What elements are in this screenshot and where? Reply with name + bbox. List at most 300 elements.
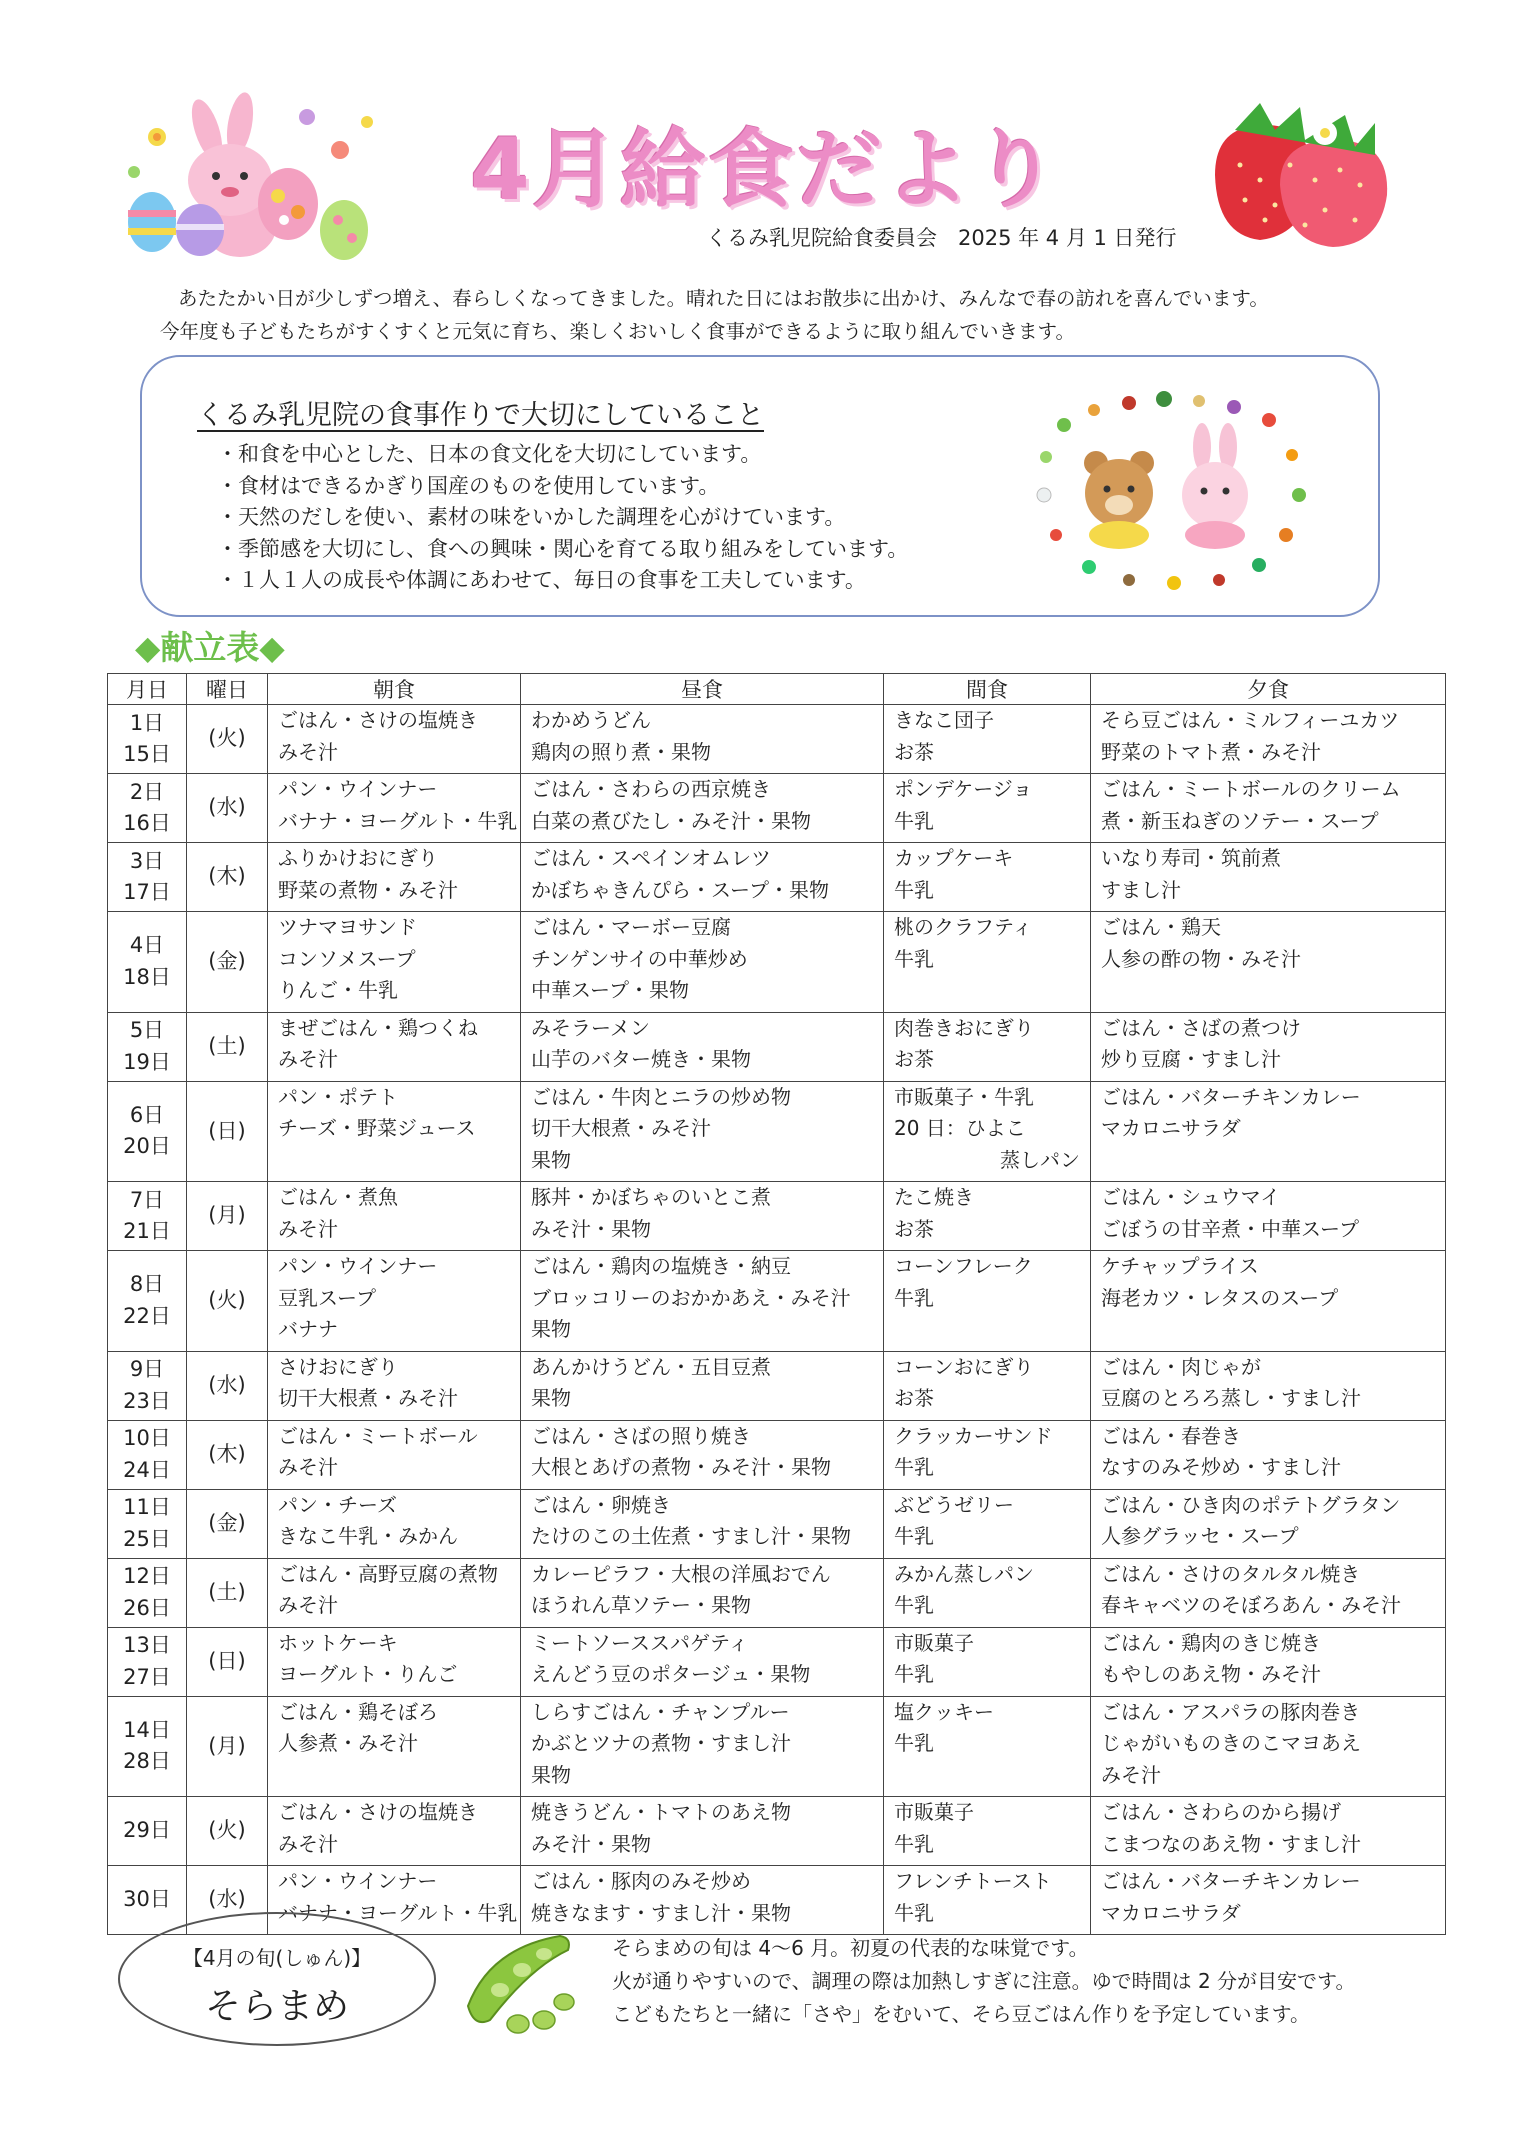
menu-item: そら豆ごはん・ミルフィーユカツ: [1101, 708, 1400, 732]
menu-item: 焼きなます・すまし汁・果物: [531, 1900, 791, 1925]
menu-dinner-cell: [1091, 1696, 1446, 1797]
menu-date-cell: [108, 1081, 187, 1182]
policy-item: ・季節感を大切にし、食への興味・関心を育てる取り組みをしています。: [217, 536, 909, 561]
menu-item: 煮・新玉ねぎのソテー・スープ: [1101, 808, 1379, 833]
menu-item: 豆腐のとろろ蒸し・すまし汁: [1101, 1386, 1361, 1410]
menu-breakfast-cell: [268, 705, 521, 774]
menu-item: お茶: [894, 1216, 934, 1241]
menu-breakfast-cell: [268, 1081, 521, 1182]
menu-item: じゃがいものきのこマヨあえ: [1101, 1731, 1361, 1755]
seasonal-line: こどもたちと一緒に「さや」をむいて、そら豆ごはん作りを予定しています。: [612, 2002, 1310, 2026]
menu-item: ごはん・牛肉とニラの炒め物: [531, 1084, 791, 1109]
menu-item: ごはん・煮魚: [278, 1185, 398, 1209]
header-dinner: 夕食: [1091, 674, 1446, 705]
menu-item: 炒り豆腐・すまし汁: [1101, 1047, 1281, 1071]
menu-breakfast-cell: [268, 1489, 521, 1558]
menu-item: ツナマヨサンド: [278, 915, 417, 939]
menu-item: クラッカーサンド: [894, 1423, 1053, 1448]
menu-item: 牛乳: [894, 1662, 934, 1686]
menu-item: 果物: [531, 1317, 571, 1341]
menu-item: コーンフレーク: [894, 1254, 1033, 1278]
menu-dinner-cell: [1091, 1489, 1446, 1558]
menu-lunch-cell: [521, 1866, 884, 1935]
intro-line: あたたかい日が少しずつ増え、春らしくなってきました。晴れた日にはお散歩に出かけ、みんなで春の訪れを喜んでいます。: [178, 287, 1269, 310]
menu-item: しらすごはん・チャンプルー: [531, 1699, 790, 1724]
intro-text: [160, 282, 1360, 348]
menu-date: 21日: [123, 1219, 171, 1243]
menu-dinner-cell: [1091, 1251, 1446, 1352]
menu-lunch-cell: [521, 1797, 884, 1866]
menu-row: [108, 1558, 1446, 1627]
menu-dow: (火): [187, 1251, 268, 1352]
menu-item: ごはん・バターチキンカレー: [1101, 1869, 1361, 1893]
menu-item: いなり寿司・筑前煮: [1101, 846, 1281, 870]
menu-item: 塩クッキー: [894, 1699, 994, 1724]
policy-box: [140, 355, 1380, 617]
menu-date-cell: [108, 774, 187, 843]
seasonal-text: [612, 1932, 1355, 2031]
menu-row: [108, 1182, 1446, 1251]
menu-item: みかん蒸しパン: [894, 1561, 1034, 1586]
menu-item: たこ焼き: [894, 1185, 974, 1209]
menu-item: ヨーグルト・りんご: [278, 1662, 458, 1686]
menu-date: 27日: [123, 1664, 171, 1689]
header-lunch: 昼食: [521, 674, 884, 705]
menu-row: [108, 1420, 1446, 1489]
menu-item: 春キャベツのそぼろあん・みそ汁: [1101, 1593, 1401, 1617]
menu-item: ケチャップライス: [1101, 1254, 1259, 1278]
menu-row: [108, 1489, 1446, 1558]
menu-item: たけのこの土佐煮・すまし汁・果物: [531, 1524, 851, 1548]
menu-dow: (木): [187, 843, 268, 912]
menu-lunch-cell: [521, 912, 884, 1013]
page-title: 4月給食だより: [470, 120, 1060, 220]
menu-item: パン・ポテト: [278, 1084, 398, 1109]
menu-item: 20 日：ひよこ: [894, 1116, 1026, 1140]
menu-date: 18日: [123, 964, 171, 989]
menu-date-cell: [108, 1251, 187, 1352]
menu-item: バナナ・ヨーグルト・牛乳: [278, 1900, 518, 1925]
menu-item: かぶとツナの煮物・すまし汁: [531, 1731, 791, 1755]
menu-dow: (木): [187, 1420, 268, 1489]
menu-date: 4日: [129, 933, 165, 958]
menu-row: [108, 1797, 1446, 1866]
menu-dow: (水): [187, 1351, 268, 1420]
policy-item: ・食材はできるかぎり国産のものを使用しています。: [217, 473, 720, 498]
menu-dow: (水): [187, 774, 268, 843]
menu-date-cell: [108, 1012, 187, 1081]
menu-row: [108, 1081, 1446, 1182]
policy-item: ・和食を中心とした、日本の食文化を大切にしています。: [217, 442, 762, 466]
menu-item: 大根とあげの煮物・みそ汁・果物: [531, 1455, 831, 1479]
menu-date-cell: [108, 1866, 187, 1935]
menu-dow: (火): [187, 705, 268, 774]
menu-item: なすのみそ炒め・すまし汁: [1101, 1455, 1341, 1479]
menu-item: きなこ団子: [894, 708, 994, 732]
menu-item: ごはん・さけの塩焼き: [278, 708, 478, 732]
menu-item: チンゲンサイの中華炒め: [531, 946, 748, 971]
menu-snack-cell: [884, 1081, 1091, 1182]
menu-lunch-cell: [521, 1489, 884, 1558]
menu-item: ごはん・ミートボール: [278, 1423, 478, 1448]
menu-table: [107, 673, 1446, 1935]
menu-lunch-cell: [521, 705, 884, 774]
menu-item: さけおにぎり: [278, 1354, 398, 1379]
menu-dinner-cell: [1091, 705, 1446, 774]
menu-dinner-cell: [1091, 1866, 1446, 1935]
menu-item: みそ汁: [1101, 1762, 1161, 1787]
menu-item: ごはん・鶏天: [1101, 915, 1221, 939]
menu-item: 豆乳スープ: [278, 1285, 376, 1310]
menu-item: みそ汁・果物: [531, 1216, 651, 1241]
menu-item: 中華スープ・果物: [531, 978, 689, 1002]
menu-date: 16日: [123, 811, 171, 835]
menu-date: 13日: [123, 1633, 171, 1657]
menu-item: 白菜の煮びたし・みそ汁・果物: [531, 808, 811, 833]
menu-snack-cell: [884, 705, 1091, 774]
seasonal-line: そらまめの旬は 4～6 月。初夏の代表的な味覚です。: [612, 1936, 1089, 1960]
menu-dinner-cell: [1091, 1012, 1446, 1081]
menu-item: みそ汁: [278, 1216, 338, 1241]
menu-item: ごはん・さけのタルタル焼き: [1101, 1561, 1361, 1586]
menu-item: みそ汁: [278, 739, 338, 764]
menu-item: 切干大根煮・みそ汁: [278, 1386, 458, 1410]
menu-item: 桃のクラフティ: [894, 915, 1033, 939]
menu-item: すまし汁: [1101, 877, 1181, 902]
menu-item: ごはん・アスパラの豚肉巻き: [1101, 1699, 1361, 1724]
menu-lunch-cell: [521, 1081, 884, 1182]
menu-lunch-cell: [521, 1182, 884, 1251]
menu-item: ごはん・豚肉のみそ炒め: [531, 1869, 751, 1893]
menu-item: 豚丼・かぼちゃのいとこ煮: [531, 1185, 771, 1209]
menu-dinner-cell: [1091, 912, 1446, 1013]
menu-item: パン・ウインナー: [278, 1869, 438, 1893]
menu-breakfast-cell: [268, 843, 521, 912]
menu-item: 牛乳: [894, 1593, 934, 1617]
menu-dow: (月): [187, 1696, 268, 1797]
menu-row: [108, 1627, 1446, 1696]
intro-line: 今年度も子どもたちがすくすくと元気に育ち、楽しくおいしく食事ができるように取り組んでいきます。: [160, 320, 1075, 343]
menu-row: [108, 705, 1446, 774]
menu-item: 山芋のバター焼き・果物: [531, 1047, 751, 1071]
menu-item: 果物: [531, 1147, 571, 1172]
menu-item: バナナ・ヨーグルト・牛乳: [278, 808, 518, 833]
menu-item: 海老カツ・レタスのスープ: [1101, 1285, 1339, 1310]
menu-row: [108, 1351, 1446, 1420]
menu-date-cell: [108, 843, 187, 912]
menu-item: パン・ウインナー: [278, 1254, 438, 1278]
menu-item: 市販菓子: [894, 1630, 974, 1655]
menu-item: ごはん・さけの塩焼き: [278, 1800, 478, 1824]
menu-lunch-cell: [521, 1351, 884, 1420]
menu-lunch-cell: [521, 1251, 884, 1352]
menu-date-cell: [108, 1797, 187, 1866]
policy-list: [217, 439, 908, 597]
menu-snack-cell: [884, 843, 1091, 912]
menu-item: 牛乳: [894, 1831, 934, 1856]
menu-row: [108, 1696, 1446, 1797]
menu-dinner-cell: [1091, 774, 1446, 843]
menu-date: 11日: [123, 1495, 171, 1519]
menu-item: あんかけうどん・五目豆煮: [531, 1354, 771, 1379]
menu-item: マカロニサラダ: [1101, 1116, 1241, 1140]
menu-item: 市販菓子・牛乳: [894, 1084, 1034, 1109]
menu-item: 人参グラッセ・スープ: [1101, 1524, 1299, 1548]
menu-date-cell: [108, 1696, 187, 1797]
menu-item: えんどう豆のポタージュ・果物: [531, 1662, 811, 1686]
menu-item: 牛乳: [894, 1731, 934, 1755]
menu-lunch-cell: [521, 1558, 884, 1627]
menu-item: みそ汁: [278, 1593, 338, 1617]
menu-date: 23日: [123, 1388, 171, 1413]
menu-item: ごはん・鶏肉の塩焼き・納豆: [531, 1254, 791, 1278]
menu-date: 15日: [123, 742, 171, 766]
menu-dinner-cell: [1091, 1558, 1446, 1627]
menu-dow: (火): [187, 1797, 268, 1866]
menu-date: 26日: [123, 1595, 171, 1620]
menu-date: 8日: [129, 1272, 165, 1297]
menu-item: ごはん・春巻き: [1101, 1423, 1241, 1448]
menu-lunch-cell: [521, 1420, 884, 1489]
menu-item: ごはん・バターチキンカレー: [1101, 1084, 1361, 1109]
header-snack: 間食: [884, 674, 1091, 705]
menu-item: ホットケーキ: [278, 1630, 398, 1655]
menu-item: チーズ・野菜ジュース: [278, 1116, 476, 1140]
menu-snack-cell: [884, 912, 1091, 1013]
menu-breakfast-cell: [268, 1012, 521, 1081]
menu-item: 野菜のトマト煮・みそ汁: [1101, 739, 1321, 764]
menu-date: 9日: [129, 1357, 165, 1381]
menu-snack-cell: [884, 1489, 1091, 1558]
menu-snack-cell: [884, 1627, 1091, 1696]
menu-dow: (金): [187, 912, 268, 1013]
menu-date: 28日: [123, 1749, 171, 1774]
menu-item: ごはん・シュウマイ: [1101, 1185, 1281, 1209]
menu-item: ごはん・ひき肉のポテトグラタン: [1101, 1492, 1401, 1517]
policy-title: くるみ乳児院の食事作りで大切にしていること: [197, 400, 764, 431]
menu-item: 牛乳: [894, 1900, 934, 1925]
menu-snack-cell: [884, 1797, 1091, 1866]
menu-item: 牛乳: [894, 877, 934, 902]
menu-item: ふりかけおにぎり: [278, 846, 438, 870]
menu-date: 10日: [123, 1426, 171, 1450]
menu-item: 市販菓子: [894, 1800, 974, 1824]
menu-item: パン・ウインナー: [278, 777, 438, 801]
menu-item: 鶏肉の照り煮・果物: [531, 739, 711, 764]
menu-item: ごぼうの甘辛煮・中華スープ: [1101, 1216, 1359, 1241]
menu-item: ポンデケージョ: [894, 777, 1033, 801]
menu-breakfast-cell: [268, 1797, 521, 1866]
menu-date: 5日: [129, 1018, 165, 1042]
menu-item: ごはん・マーボー豆腐: [531, 915, 731, 939]
menu-item: もやしのあえ物・みそ汁: [1101, 1662, 1321, 1686]
bunny-with-easter-egg-icon: [112, 92, 382, 262]
menu-dow: (土): [187, 1012, 268, 1081]
menu-item: 果物: [531, 1762, 571, 1787]
menu-item: コンソメスープ: [278, 946, 416, 971]
menu-item: ごはん・卵焼き: [531, 1492, 671, 1517]
menu-item: ごはん・鶏そぼろ: [278, 1699, 438, 1724]
menu-item: かぼちゃきんぴら・スープ・果物: [531, 877, 829, 902]
menu-item: りんご・牛乳: [278, 978, 398, 1002]
menu-item: ごはん・さばの照り焼き: [531, 1423, 751, 1448]
menu-item: ごはん・さばの煮つけ: [1101, 1015, 1301, 1040]
menu-row: [108, 912, 1446, 1013]
menu-item: ごはん・鶏肉のきじ焼き: [1101, 1630, 1321, 1655]
menu-dinner-cell: [1091, 1351, 1446, 1420]
menu-item: カレーピラフ・大根の洋風おでん: [531, 1561, 831, 1586]
strawberry-icon: [1205, 85, 1405, 250]
menu-date-cell: [108, 1351, 187, 1420]
menu-item: 牛乳: [894, 1455, 934, 1479]
menu-item: マカロニサラダ: [1101, 1900, 1241, 1925]
header-date: 月日: [108, 674, 187, 705]
menu-item: みそラーメン: [531, 1015, 650, 1040]
header-dow: 曜日: [187, 674, 268, 705]
menu-date: 7日: [129, 1187, 165, 1212]
menu-dow: (水): [187, 1866, 268, 1935]
menu-breakfast-cell: [268, 1558, 521, 1627]
menu-date: 1日: [129, 710, 165, 735]
menu-snack-cell: [884, 1012, 1091, 1081]
menu-date: 19日: [123, 1049, 171, 1074]
seasonal-oval: [118, 1912, 436, 2046]
menu-heading: ◆献立表◆: [135, 628, 285, 667]
seasonal-label: 【4月の旬(しゅん)】: [182, 1946, 372, 1970]
menu-date-cell: [108, 1420, 187, 1489]
menu-date: 12日: [123, 1564, 171, 1588]
menu-item: ごはん・さわらのから揚げ: [1101, 1800, 1341, 1824]
policy-item: ・天然のだしを使い、素材の味をいかした調理を心がけています。: [217, 505, 846, 529]
menu-dinner-cell: [1091, 1797, 1446, 1866]
seasonal-name: そらまめ: [204, 1986, 349, 2027]
menu-date-cell: [108, 705, 187, 774]
menu-breakfast-cell: [268, 1627, 521, 1696]
menu-item: みそ汁: [278, 1047, 338, 1071]
menu-snack-cell: [884, 774, 1091, 843]
menu-lunch-cell: [521, 1627, 884, 1696]
menu-item: バナナ: [278, 1317, 338, 1341]
header-breakfast: 朝食: [268, 674, 521, 705]
menu-row: [108, 843, 1446, 912]
menu-date-cell: [108, 1558, 187, 1627]
menu-date: 30日: [123, 1887, 171, 1912]
menu-item: きなこ牛乳・みかん: [278, 1524, 458, 1548]
menu-item: 牛乳: [894, 1285, 934, 1310]
menu-lunch-cell: [521, 1696, 884, 1797]
menu-date: 3日: [129, 848, 165, 873]
menu-snack-cell: [884, 1182, 1091, 1251]
menu-item: みそ汁: [278, 1455, 338, 1479]
menu-item: お茶: [894, 1047, 934, 1071]
menu-snack-cell: [884, 1251, 1091, 1352]
menu-dow: (金): [187, 1489, 268, 1558]
menu-item: 焼きうどん・トマトのあえ物: [531, 1800, 791, 1824]
menu-dinner-cell: [1091, 1081, 1446, 1182]
menu-date: 25日: [123, 1526, 171, 1551]
menu-item: ごはん・肉じゃが: [1101, 1354, 1261, 1379]
menu-item: みそ汁・果物: [531, 1831, 651, 1856]
menu-dinner-cell: [1091, 1627, 1446, 1696]
menu-breakfast-cell: [268, 774, 521, 843]
menu-date-cell: [108, 1627, 187, 1696]
menu-breakfast-cell: [268, 1351, 521, 1420]
issuer-info: くるみ乳児院給食委員会 2025 年 4 月 1 日発行: [706, 226, 1177, 250]
menu-item: わかめうどん: [531, 708, 651, 732]
menu-date-cell: [108, 1489, 187, 1558]
menu-item: 蒸しパン: [1000, 1147, 1080, 1172]
menu-date: 22日: [123, 1303, 171, 1328]
menu-item: 肉巻きおにぎり: [894, 1015, 1034, 1040]
menu-item: 人参煮・みそ汁: [278, 1731, 418, 1755]
menu-item: カップケーキ: [894, 846, 1014, 870]
menu-date: 20日: [123, 1134, 171, 1159]
menu-header-row: [108, 674, 1446, 705]
menu-body: [108, 705, 1446, 1935]
menu-item: 牛乳: [894, 1524, 934, 1548]
menu-item: ごはん・さわらの西京焼き: [531, 777, 771, 801]
menu-item: 牛乳: [894, 808, 934, 833]
menu-item: ごはん・高野豆腐の煮物: [278, 1561, 498, 1586]
menu-item: ごはん・ミートボールのクリーム: [1101, 777, 1401, 801]
menu-breakfast-cell: [268, 912, 521, 1013]
menu-item: ミートソーススパゲティ: [531, 1630, 749, 1655]
menu-dow: (土): [187, 1558, 268, 1627]
menu-breakfast-cell: [268, 1251, 521, 1352]
menu-lunch-cell: [521, 843, 884, 912]
menu-dow: (月): [187, 1182, 268, 1251]
seasonal-line: 火が通りやすいので、調理の際は加熱しすぎに注意。ゆで時間は 2 分が目安です。: [612, 1969, 1356, 1993]
menu-dinner-cell: [1091, 1182, 1446, 1251]
menu-date-cell: [108, 912, 187, 1013]
menu-item: ごはん・スペインオムレツ: [531, 846, 771, 870]
menu-item: コーンおにぎり: [894, 1354, 1034, 1379]
menu-breakfast-cell: [268, 1420, 521, 1489]
policy-item: ・１人１人の成長や体調にあわせて、毎日の食事を工夫しています。: [217, 568, 866, 592]
menu-item: 牛乳: [894, 946, 934, 971]
menu-snack-cell: [884, 1558, 1091, 1627]
menu-item: 切干大根煮・みそ汁: [531, 1116, 711, 1140]
menu-breakfast-cell: [268, 1696, 521, 1797]
menu-item: お茶: [894, 739, 934, 764]
menu-snack-cell: [884, 1351, 1091, 1420]
menu-snack-cell: [884, 1420, 1091, 1489]
menu-item: ブロッコリーのおかかあえ・みそ汁: [531, 1285, 851, 1310]
menu-row: [108, 1251, 1446, 1352]
fava-bean-icon: [460, 1928, 580, 2040]
menu-breakfast-cell: [268, 1182, 521, 1251]
menu-item: 果物: [531, 1386, 571, 1410]
menu-date: 17日: [123, 880, 171, 904]
menu-item: ぶどうゼリー: [894, 1492, 1014, 1517]
menu-row: [108, 1012, 1446, 1081]
menu-item: パン・チーズ: [278, 1492, 397, 1517]
menu-item: こまつなのあえ物・すまし汁: [1101, 1831, 1361, 1856]
menu-item: ほうれん草ソテー・果物: [531, 1593, 751, 1617]
menu-item: フレンチトースト: [894, 1869, 1052, 1893]
menu-date: 29日: [123, 1818, 171, 1843]
menu-date: 6日: [129, 1102, 165, 1127]
bear-and-bunny-eating-icon: [1024, 385, 1314, 595]
menu-dow: (日): [187, 1627, 268, 1696]
menu-dow: (日): [187, 1081, 268, 1182]
menu-date-cell: [108, 1182, 187, 1251]
menu-dinner-cell: [1091, 843, 1446, 912]
menu-item: まぜごはん・鶏つくね: [278, 1015, 478, 1040]
menu-item: 人参の酢の物・みそ汁: [1101, 946, 1301, 971]
menu-item: お茶: [894, 1386, 934, 1410]
menu-item: みそ汁: [278, 1831, 338, 1856]
